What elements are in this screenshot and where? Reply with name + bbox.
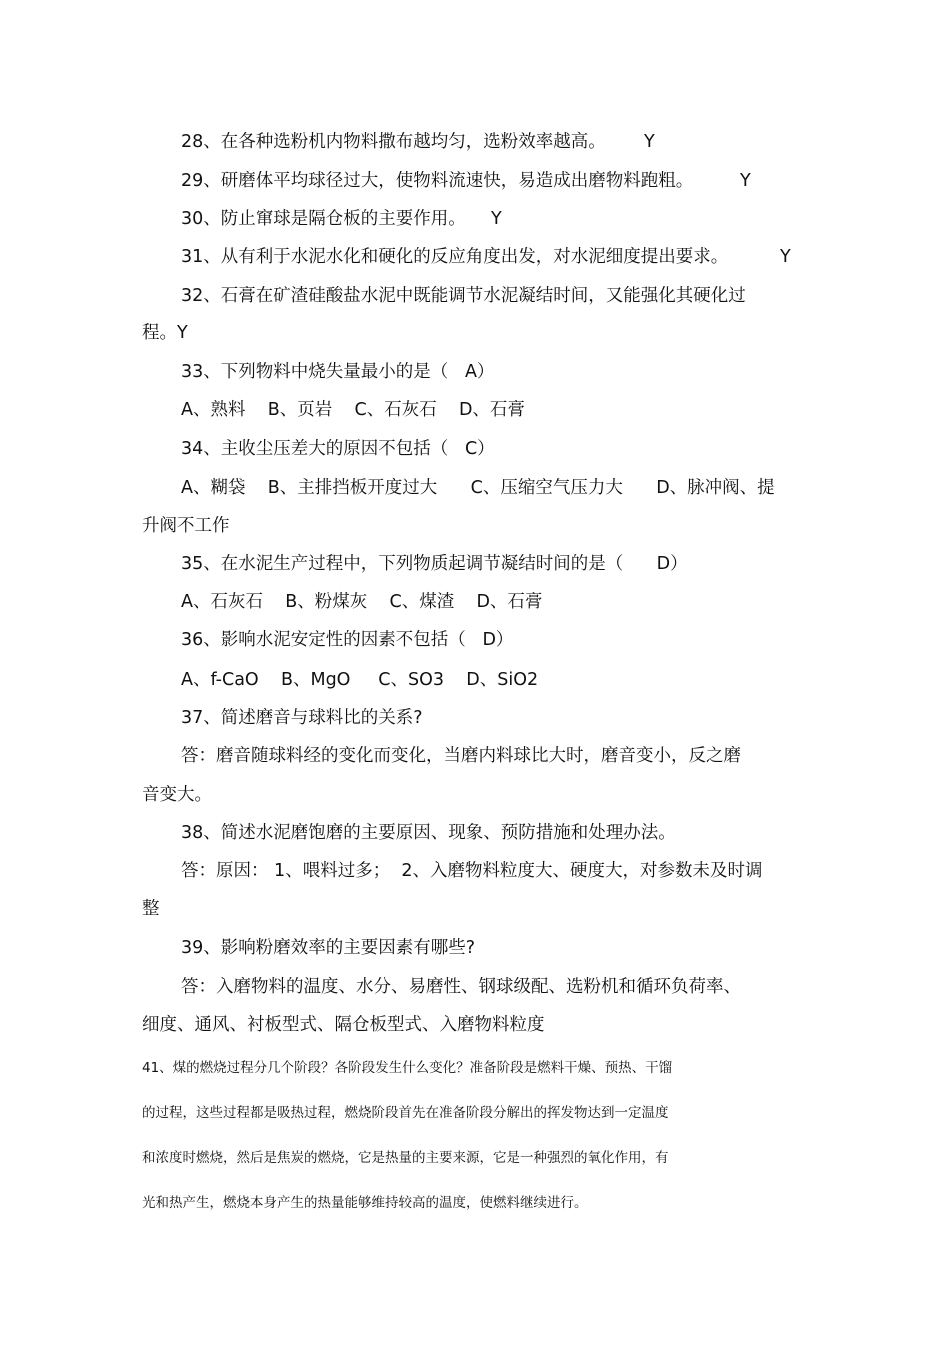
answer-37-cont: 音变大。	[142, 785, 212, 805]
question-33: 33、下列物料中烧失量最小的是（ A）	[181, 362, 495, 382]
question-28: 28、在各种选粉机内物料撒布越均匀，选粉效率越高。	[181, 132, 606, 152]
question-41-line-1: 41、煤的燃烧过程分几个阶段？各阶段发生什么变化？准备阶段是燃料干燥、预热、干馏	[142, 1060, 673, 1076]
question-41-line-3: 和浓度时燃烧，然后是焦炭的燃烧，它是热量的主要来源，它是一种强烈的氧化作用，有	[142, 1150, 669, 1166]
answer-39-cont: 细度、通风、衬板型式、隔仓板型式、入磨物料粒度	[142, 1015, 545, 1035]
question-39: 39、影响粉磨效率的主要因素有哪些?	[181, 938, 476, 958]
answer-38-cont: 整	[142, 899, 160, 919]
question-32-cont: 程。Y	[142, 323, 188, 343]
answer-mark-30: Y	[491, 209, 502, 229]
question-34: 34、主收尘压差大的原因不包括（ C）	[181, 439, 495, 459]
answer-mark-28: Y	[644, 132, 655, 152]
answer-37: 答：磨音随球料经的变化而变化，当磨内料球比大时，磨音变小，反之磨	[181, 746, 741, 766]
question-29: 29、研磨体平均球径过大，使物料流速快，易造成出磨物料跑粗。	[181, 171, 694, 191]
question-36: 36、影响水泥安定性的因素不包括（ D）	[181, 630, 514, 650]
question-41-line-4: 光和热产生，燃烧本身产生的热量能够维持较高的温度，使燃料继续进行。	[142, 1195, 588, 1211]
question-35: 35、在水泥生产过程中，下列物质起调节凝结时间的是（ D）	[181, 554, 688, 574]
options-33: A、熟料 B、页岩 C、石灰石 D、石膏	[181, 400, 525, 420]
question-32: 32、石膏在矿渣硅酸盐水泥中既能调节水泥凝结时间，又能强化其硬化过	[181, 286, 746, 306]
question-37: 37、简述磨音与球料比的关系?	[181, 708, 423, 728]
answer-mark-31: Y	[780, 247, 791, 267]
question-31: 31、从有利于水泥水化和硬化的反应角度出发，对水泥细度提出要求。	[181, 247, 729, 267]
answer-mark-29: Y	[740, 171, 751, 191]
answer-39: 答：入磨物料的温度、水分、易磨性、钢球级配、选粉机和循环负荷率、	[181, 977, 741, 997]
options-34: A、糊袋 B、主排挡板开度过大 C、压缩空气压力大 D、脉冲阀、提	[181, 478, 775, 498]
options-34-cont: 升阀不工作	[142, 516, 230, 536]
answer-38: 答：原因： 1、喂料过多； 2、入磨物料粒度大、硬度大，对参数未及时调	[181, 861, 763, 881]
question-41-line-2: 的过程，这些过程都是吸热过程，燃烧阶段首先在准备阶段分解出的挥发物达到一定温度	[142, 1105, 669, 1121]
question-30: 30、防止窜球是隔仓板的主要作用。	[181, 209, 466, 229]
options-36: A、f-CaO B、MgO C、SO3 D、SiO2	[181, 670, 539, 690]
options-35: A、石灰石 B、粉煤灰 C、煤渣 D、石膏	[181, 592, 543, 612]
question-38: 38、简述水泥磨饱磨的主要原因、现象、预防措施和处理办法。	[181, 823, 676, 843]
